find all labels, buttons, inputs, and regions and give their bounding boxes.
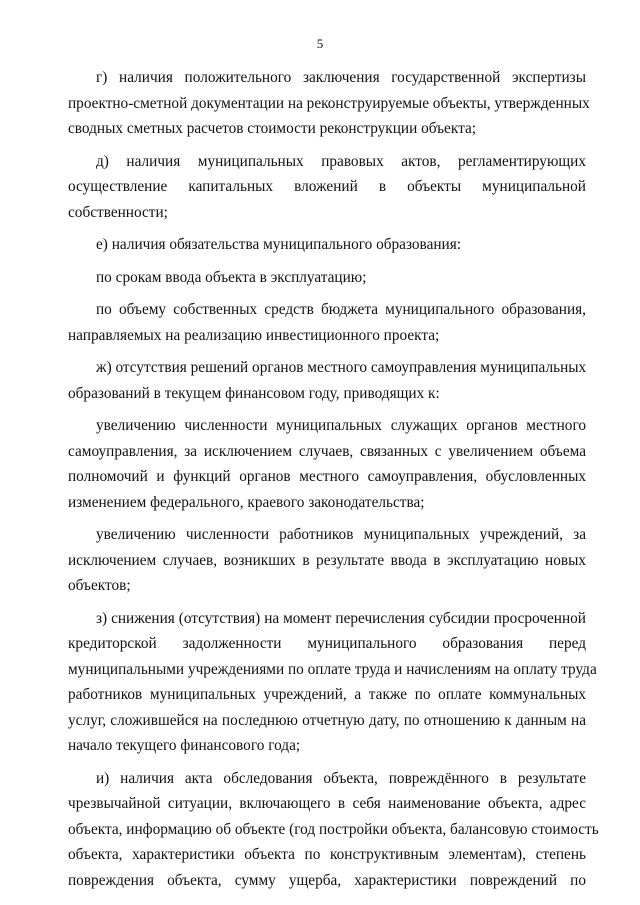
text-line: проектно-сметной документации на реконструируемые объекты, утвержденных	[68, 94, 590, 112]
text-line: направляемых на реализацию инвестиционного проекта;	[68, 326, 440, 344]
text-line: сводных сметных расчетов стоимости реконструкции объекта;	[68, 120, 476, 137]
paragraph-e1	[68, 265, 586, 291]
document-body	[68, 65, 599, 893]
paragraph-e2	[68, 297, 586, 348]
text-line: по объему собственных средств бюджета муниципального образования,	[96, 301, 586, 318]
text-line: самоуправления, за исключением случаев, связанных с увеличением объема	[68, 442, 586, 460]
paragraph-e	[68, 232, 586, 258]
text-line: з) снижения (отсутствия) на момент перечисления субсидии просроченной	[96, 609, 586, 627]
paragraph-zh2	[68, 522, 586, 599]
paragraph-d	[68, 149, 586, 226]
paragraph-zh1	[68, 413, 586, 515]
text-line: объектов;	[68, 577, 131, 594]
paragraph-zh	[68, 355, 586, 406]
text-line: услуг, сложившейся на последнюю отчетную дату, по отношению к данным на	[68, 711, 586, 729]
text-line: по срокам ввода объекта в эксплуатацию;	[96, 268, 367, 286]
text-line: кредиторской задолженности муниципального образования перед	[68, 635, 586, 652]
text-line: повреждения объекта, сумму ущерба, характеристики повреждений по	[68, 871, 586, 889]
paragraph-z	[68, 606, 597, 759]
text-line: исключением случаев, возникших в результате ввода в эксплуатацию новых	[68, 551, 586, 569]
text-line: осуществление капитальных вложений в объекты муниципальной	[68, 178, 586, 195]
text-line: полномочий и функций органов местного самоуправления, обусловленных	[68, 468, 586, 485]
text-line: работников муниципальных учреждений, а также по оплате коммунальных	[68, 686, 586, 703]
text-line: е) наличия обязательства муниципального образования:	[96, 236, 462, 253]
text-line: и) наличия акта обследования объекта, повреждённого в результате	[96, 769, 586, 787]
text-line: чрезвычайной ситуации, включающего в себя наименование объекта, адрес	[68, 795, 586, 812]
text-line: объекта, информацию об объекте (год постройки объекта, балансовую стоимость	[68, 820, 599, 838]
text-line: образований в текущем финансовом году, приводящих к:	[68, 384, 440, 402]
text-line: ж) отсутствия решений органов местного самоуправления муниципальных	[96, 359, 587, 376]
text-line: д) наличия муниципальных правовых актов, регламентирующих	[96, 152, 586, 170]
text-line: г) наличия положительного заключения государственной экспертизы	[96, 69, 586, 86]
text-line: изменением федерального, краевого законодательства;	[68, 493, 425, 511]
text-line: собственности;	[68, 203, 168, 221]
text-line: муниципальными учреждениями по оплате труда и начислениям на оплату труда	[68, 660, 597, 678]
page-number: 5	[316, 36, 324, 51]
paragraph-i	[68, 766, 599, 894]
text-line: увеличению численности муниципальных служащих органов местного	[96, 417, 586, 434]
text-line: начало текущего финансового года;	[68, 737, 301, 754]
text-line: увеличению численности работников муниципальных учреждений, за	[96, 526, 586, 543]
paragraph-g	[68, 65, 590, 142]
text-line: объекта, характеристики объекта по конструктивным элементам), степень	[68, 846, 586, 863]
